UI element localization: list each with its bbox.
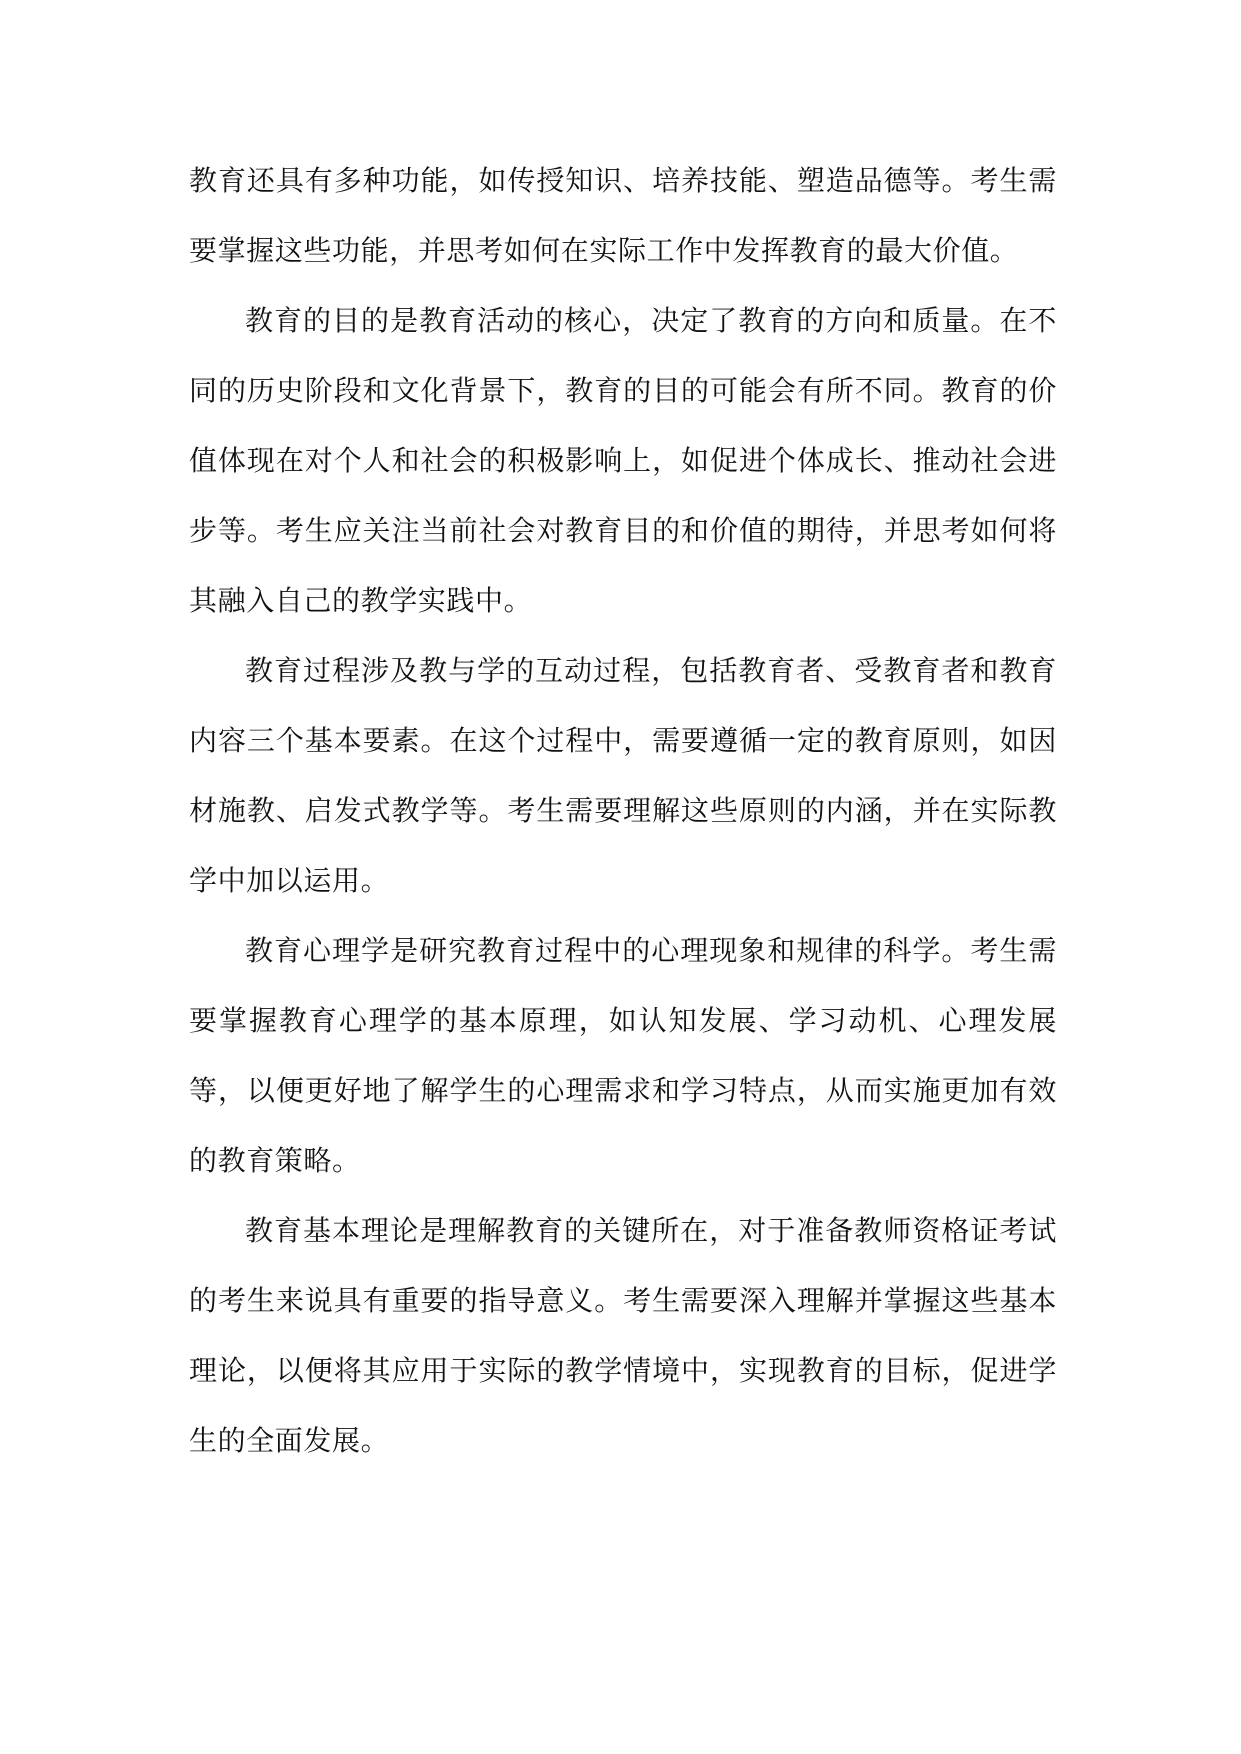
paragraph-education-process: 教育过程涉及教与学的互动过程，包括教育者、受教育者和教育内容三个基本要素。在这个过程中，需要遵循一定的教育原则，如因材施教、启发式教学等。考生需要理解这些原则的内涵，并在实际教学中加以运用。 (189, 654, 1057, 897)
paragraph-basic-theory: 教育基本理论是理解教育的关键所在，对于准备教师资格证考试的考生来说具有重要的指导意义。考生需要深入理解并掌握这些基本理论，以便将其应用于实际的教学情境中，实现教育的目标，促进学生的全面发展。 (189, 1214, 1057, 1457)
paragraph-education-functions: 教育还具有多种功能，如传授知识、培养技能、塑造品德等。考生需要掌握这些功能，并思考如何在实际工作中发挥教育的最大价值。 (189, 164, 1057, 267)
paragraph-education-purpose: 教育的目的是教育活动的核心，决定了教育的方向和质量。在不同的历史阶段和文化背景下，教育的目的可能会有所不同。教育的价值体现在对个人和社会的积极影响上，如促进个体成长、推动社会进步等。考生应关注当前社会对教育目的和价值的期待，并思考如何将其融入自己的教学实践中。 (189, 304, 1057, 617)
paragraph-educational-psychology: 教育心理学是研究教育过程中的心理现象和规律的科学。考生需要掌握教育心理学的基本原理，如认知发展、学习动机、心理发展等，以便更好地了解学生的心理需求和学习特点，从而实施更加有效的教育策略。 (189, 934, 1057, 1177)
body-text (189, 146, 1057, 1476)
